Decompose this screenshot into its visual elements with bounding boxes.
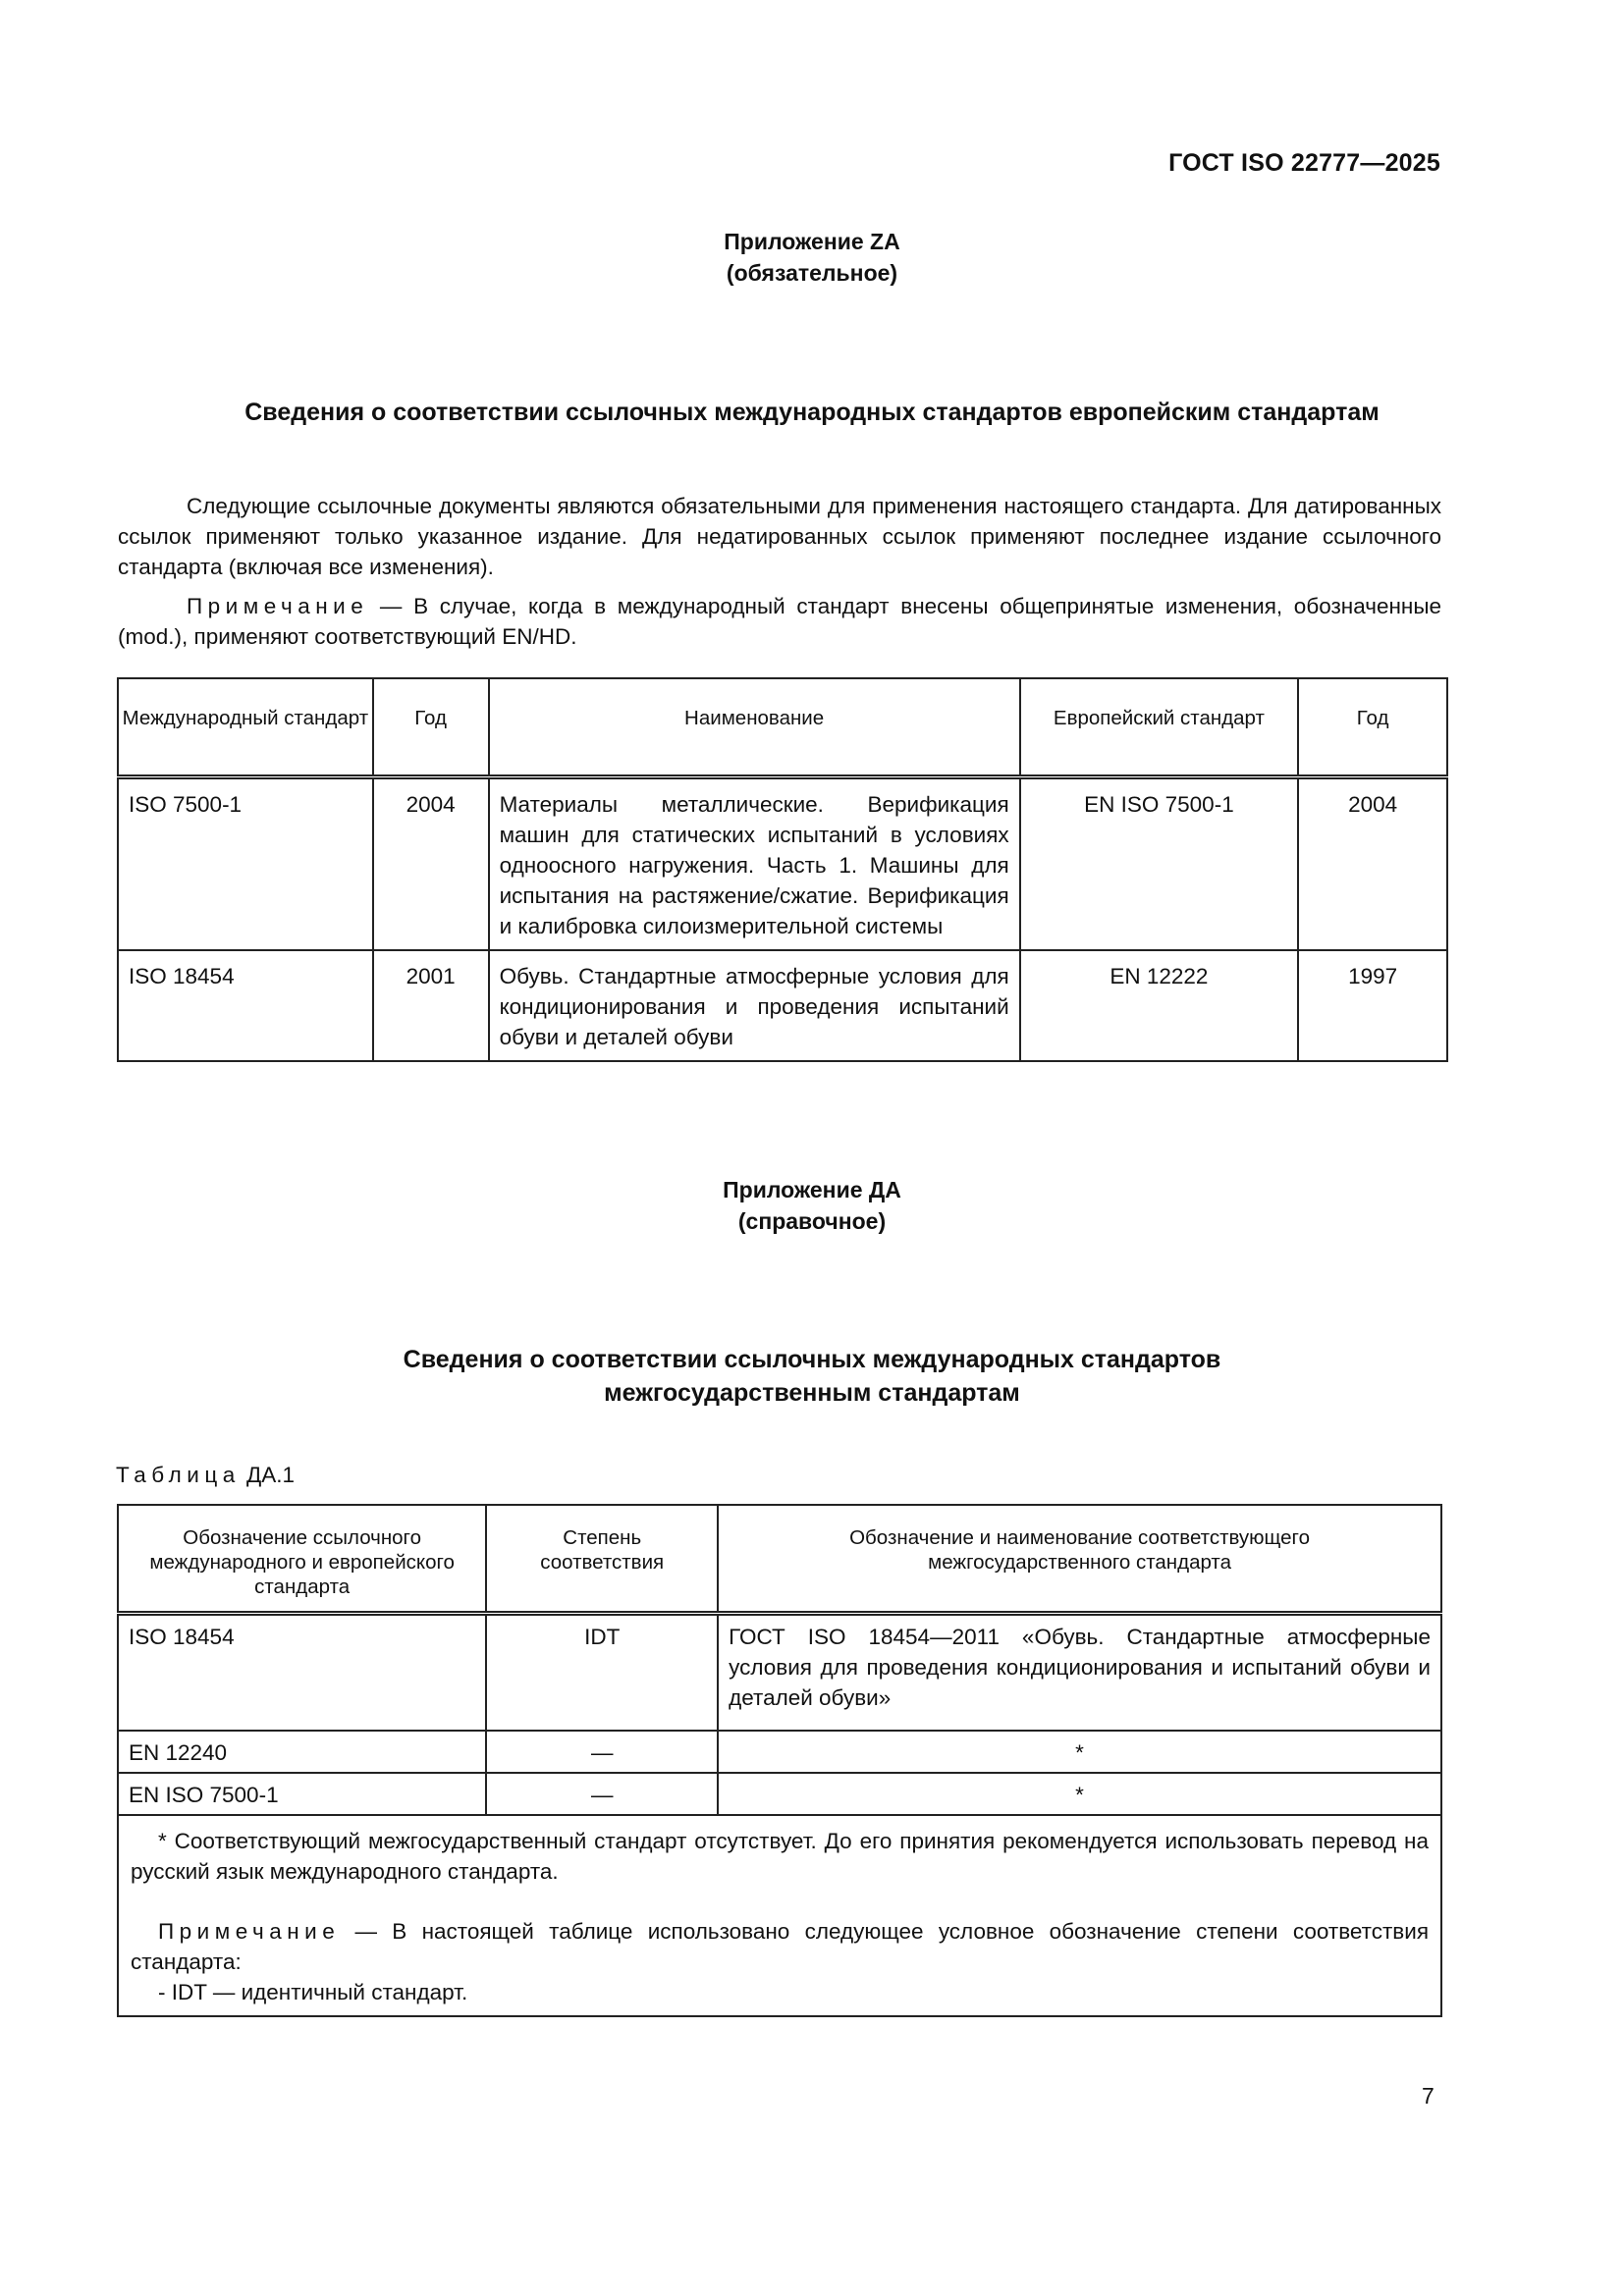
appendix-da-heading [0, 1343, 1624, 1410]
cell-year: 2004 [373, 776, 489, 950]
intro-paragraph: Следующие ссылочные документы являются обязательными для применения настоящего стандарта. Для датированных ссылок применяют только указанное издание. Для недатированных ссылок применяют последнее издание ссылочного стандарта (включая все изменения). [118, 494, 1441, 579]
cell-intl-standard: ISO 7500-1 [118, 776, 373, 950]
note-label: Примечание [158, 1918, 341, 1944]
cell-degree: — [486, 1773, 718, 1815]
table-row [118, 950, 1447, 1061]
cell-interstate-standard: * [718, 1773, 1441, 1815]
za-reference-table [117, 677, 1448, 1062]
cell-year: 2001 [373, 950, 489, 1061]
table-row [118, 1731, 1441, 1773]
za-note [118, 591, 1441, 652]
cell-ref-standard: EN 12240 [118, 1731, 486, 1773]
appendix-da-status: (справочное) [737, 1208, 887, 1234]
cell-eu-year: 1997 [1298, 950, 1447, 1061]
caption-number: ДА.1 [240, 1463, 295, 1487]
cell-eu-standard: EN 12222 [1020, 950, 1299, 1061]
caption-label: Таблица [116, 1463, 241, 1487]
cell-interstate-standard: ГОСТ ISO 18454—2011 «Обувь. Стандартные атмосферные условия для проведения кондиционирования и испытаний обуви и деталей обуви» [718, 1613, 1441, 1731]
cell-name: Материалы металлические. Верификация машин для статических испытаний в условиях одноосного нагружения. Часть 1. Машины для испытания на растяжение/сжатие. Верификация и калибровка силоизмерительной системы [489, 776, 1020, 950]
cell-eu-standard: EN ISO 7500-1 [1020, 776, 1299, 950]
note-item: - IDT — идентичный стандарт. [158, 1979, 468, 2004]
cell-degree: — [486, 1731, 718, 1773]
table-caption [116, 1463, 295, 1488]
cell-degree: IDT [486, 1613, 718, 1731]
cell-ref-standard: ISO 18454 [118, 1613, 486, 1731]
da-reference-table [117, 1504, 1442, 2017]
appendix-za-title-block [0, 226, 1624, 289]
col-header-year: Год [373, 678, 489, 776]
document-code: ГОСТ ISO 22777—2025 [1168, 149, 1440, 177]
col-header-degree: Степень соответствия [486, 1505, 718, 1613]
appendix-da-title: Приложение ДА [723, 1177, 901, 1202]
heading-line-1: Сведения о соответствии ссылочных международных стандартов [403, 1346, 1221, 1373]
cell-name: Обувь. Стандартные атмосферные условия для кондиционирования и проведения испытаний обуви и деталей обуви [489, 950, 1020, 1061]
appendix-za-heading: Сведения о соответствии ссылочных международных стандартов европейским стандартам [244, 399, 1380, 426]
note-text: — В настоящей таблице использовано следующее условное обозначение степени соответствия стандарта: [131, 1918, 1429, 1974]
note-text: — В случае, когда в международный стандарт внесены общепринятые изменения, обозначенные (mod.), применяют соответствующий EN/HD. [118, 594, 1441, 649]
table-row [118, 1613, 1441, 1731]
col-header-ref-standard: Обозначение ссылочного международного и европейского стандарта [118, 1505, 486, 1613]
table-footnote-cell [118, 1815, 1441, 2016]
cell-intl-standard: ISO 18454 [118, 950, 373, 1061]
page-number: 7 [1422, 2083, 1435, 2109]
col-header-eu-standard: Европейский стандарт [1020, 678, 1299, 776]
col-header-eu-year: Год [1298, 678, 1447, 776]
footnote-text: * Соответствующий межгосударственный стандарт отсутствует. До его принятия рекомендуется использовать перевод на русский язык международного стандарта. [131, 1828, 1429, 1884]
col-header-intl-standard: Международный стандарт [118, 678, 373, 776]
cell-eu-year: 2004 [1298, 776, 1447, 950]
table-note [131, 1916, 1429, 1977]
heading-line-2: межгосударственным стандартам [604, 1379, 1020, 1407]
table-row [118, 1773, 1441, 1815]
table-header-row [118, 1505, 1441, 1613]
col-header-name: Наименование [489, 678, 1020, 776]
cell-interstate-standard: * [718, 1731, 1441, 1773]
appendix-za-title: Приложение ZA [724, 229, 900, 254]
table-row [118, 776, 1447, 950]
appendix-za-intro [118, 491, 1441, 652]
col-header-interstate-standard: Обозначение и наименование соответствующего межгосударственного стандарта [718, 1505, 1441, 1613]
appendix-za-status: (обязательное) [726, 260, 898, 286]
cell-ref-standard: EN ISO 7500-1 [118, 1773, 486, 1815]
table-header-row [118, 678, 1447, 776]
appendix-da-title-block [0, 1174, 1624, 1237]
table-footnote-row [118, 1815, 1441, 2016]
note-label: Примечание [187, 594, 369, 618]
